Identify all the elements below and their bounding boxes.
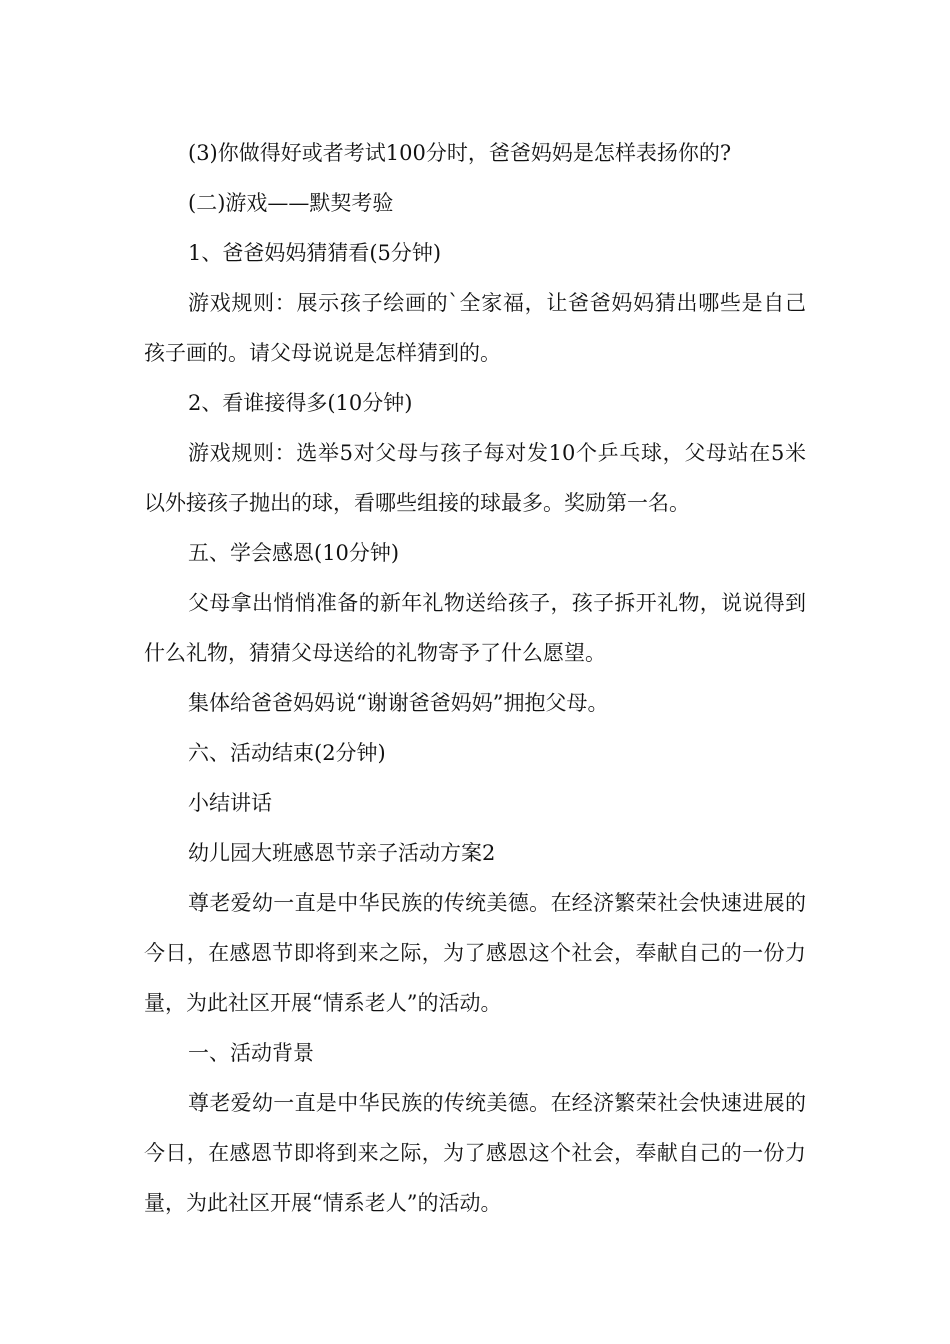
heading-activity-end: 六、活动结束(2分钟) <box>188 741 386 765</box>
paragraph-catch-rules: 游戏规则：选举5对父母与孩子每对发10个乒乓球，父母站在5米以外接孩子抛出的球，看哪些组接的球最多。奖励第一名。 <box>144 441 806 515</box>
heading-gratitude: 五、学会感恩(10分钟) <box>188 541 400 565</box>
heading-background: 一、活动背景 <box>188 1041 314 1065</box>
paragraph-intro: 尊老爱幼一直是中华民族的传统美德。在经济繁荣社会快速进展的今日，在感恩节即将到来之际，为了感恩这个社会，奉献自己的一份力量，为此社区开展“情系老人”的活动。 <box>144 891 806 1015</box>
paragraph-question-3: (3)你做得好或者考试100分时，爸爸妈妈是怎样表扬你的? <box>188 141 732 165</box>
document-body <box>144 128 806 1228</box>
heading-plan-2: 幼儿园大班感恩节亲子活动方案2 <box>188 841 496 865</box>
heading-catch-game: 2、看谁接得多(10分钟) <box>188 391 413 415</box>
heading-guess-game: 1、爸爸妈妈猜猜看(5分钟) <box>188 241 442 265</box>
heading-game: (二)游戏——默契考验 <box>188 191 394 215</box>
paragraph-thanks: 集体给爸爸妈妈说“谢谢爸爸妈妈”拥抱父母。 <box>188 691 609 715</box>
paragraph-gifts: 父母拿出悄悄准备的新年礼物送给孩子，孩子拆开礼物，说说得到什么礼物，猜猜父母送给的礼物寄予了什么愿望。 <box>144 591 806 665</box>
paragraph-guess-rules: 游戏规则：展示孩子绘画的`全家福，让爸爸妈妈猜出哪些是自己孩子画的。请父母说说是怎样猜到的。 <box>144 291 806 365</box>
paragraph-background: 尊老爱幼一直是中华民族的传统美德。在经济繁荣社会快速进展的今日，在感恩节即将到来之际，为了感恩这个社会，奉献自己的一份力量，为此社区开展“情系老人”的活动。 <box>144 1091 806 1215</box>
paragraph-summary: 小结讲话 <box>188 791 272 815</box>
